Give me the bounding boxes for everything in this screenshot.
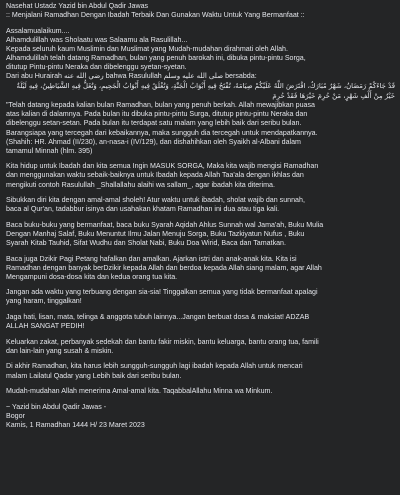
paragraph-line: dan lain-lain yang susah & miskin.: [6, 346, 114, 355]
hadith-translation-line: Barangsiapa yang tercegah dari kebaikannya, maka sungguh dia tercegah untuk mendapatkannya.: [6, 128, 318, 137]
sholawat: Alhamdulillah was Sholaatu was Salaamu ala Rasulillah...: [6, 35, 188, 44]
signature: ~ Yazid bin Abdul Qadir Jawas -: [6, 402, 107, 411]
paragraph-line: Jangan ada waktu yang terbuang dengan sia-sia! Tinggalkan semua yang tidak bermanfaat apalagi: [6, 288, 318, 297]
hadith-arabic: قَدْ جَاءَكُمْ رَمَضَانُ، شَهْرٌ مُبَارَكٌ، افْتَرَضَ اللَّهُ عَلَيْكُمْ صِيَامَهُ، تُفْتَحُ فِيهِ أَبْوَابُ الْجَنَّةِ، وَتُغْلَقُ فِيهِ أَبْوَابُ الْجَحِيمِ، وَتُغَلُّ فِيهِ الشَّيَاطِينُ، فِيهِ لَيْلَةٌ خَيْرٌ مِنْ أَلْفِ شَهْرٍ، مَنْ حُرِمَ خَيْرَهَا فَقَدْ حُرِمَ: [16, 82, 395, 101]
paragraph-line: Jaga hati, lisan, mata, telinga & anggota tubuh lainnya...Jangan berbuat dosa & maksiat! ADZAB: [6, 313, 310, 322]
post-date: Kamis, 1 Ramadhan 1444 H/ 23 Maret 2023: [6, 420, 145, 429]
paragraph-line: ALLAH SANGAT PEDIH!: [6, 322, 85, 331]
paragraph-line: Baca buku-buku yang bermanfaat, baca buku Syarah Aqidah Ahlus Sunnah wal Jama'ah, Buku Mulia: [6, 220, 324, 229]
paragraph-line: Kita hidup untuk Ibadah dan kita semua Ingin MASUK SORGA, Maka kita wajib mengisi Ramadhan: [6, 162, 319, 171]
hadith-translation-line: "Telah datang kepada kalian bulan Ramadhan, bulan yang penuh berkah. Allah mewajibkan puasa: [6, 101, 315, 110]
paragraph-line: Ramadhan dengan banyak berDzikir kepada Allah dan berdoa kepada Allah siang malam, agar Allah: [6, 263, 322, 272]
intro-line: Kepada seluruh kaum Muslimin dan Muslimat yang Mudah-mudahan dirahmati oleh Allah.: [6, 44, 288, 53]
paragraph-line: malam Lailatul Qadar yang Lebih baik dari seribu bulan.: [6, 371, 182, 380]
hadith-translation-line: atas kalian di dalamnya. Pada bulan itu dibuka pintu-pintu Surga, ditutup pintu-pintu Neraka dan: [6, 110, 308, 119]
intro-line: Alhamdulillah telah datang Ramadhan, bulan yang penuh barokah ini, dibuka pintu-pintu Sorga,: [6, 53, 306, 62]
greeting: Assalamualaikum....: [6, 26, 70, 35]
paragraph-line: baca al Qur'an, tadabbur isinya dan usahakan khatam Ramadhan ini dua atau tiga kali.: [6, 205, 280, 214]
paragraph-line: Baca juga Dzikir Pagi Petang hafalkan dan amalkan. Ajarkan istri dan anak-anak kita. Kita isi: [6, 254, 297, 263]
paragraph-line: dan menggunakan waktu sebaik-baiknya untuk Ibadah kepada Allah Taa'ala dengan ikhlas dan: [6, 171, 304, 180]
post-header: Nasehat Ustadz Yazid bin Abdul Qadir Jawas: [6, 2, 149, 10]
paragraph-line: Dengan Manhaj Salaf, Buku Menuntut Ilmu Jalan Menuju Sorga, Buku Tazkiyatun Nufus , Buku: [6, 229, 305, 238]
paragraph-line: Di akhir Ramadhan, kita harus lebih sungguh-sungguh lagi ibadah kepada Allah untuk mencari: [6, 362, 303, 371]
intro-line: ditutup Pintu-pintu Neraka dan dibelenggu syetan-syetan.: [6, 63, 187, 72]
closing-prayer: Mudah-mudahan Allah menerima Amal-amal kita. TaqabbalAllahu Minna wa Minkum.: [6, 387, 273, 396]
hadith-translation-line: (Shahih: HR. Ahmad (II/230), an-nasa-i (IV/129), dan dishahihkan oleh Syaikh al-Albani dalam: [6, 137, 301, 146]
paragraph-line: Keluarkan zakat, perbanyak sedekah dan bantu fakir miskin, bantu keluarga, bantu orang tua, famili: [6, 337, 319, 346]
paragraph-line: yang haram, tinggalkan!: [6, 297, 82, 306]
paragraph-line: mengikuti contoh Rasulullah _Shallallahu alaihi wa sallam_, agar ibadah kita diterima.: [6, 180, 275, 189]
hadith-translation-line: tamamul Minnah (hlm. 395): [6, 146, 93, 155]
paragraph-line: Sibukkan diri kita dengan amal-amal sholeh! Atur waktu untuk ibadah, sholat wajib dan sunnah,: [6, 196, 305, 205]
hadith-translation-line: dibelenggu setan-setan. Pada bulan itu terdapat satu malam yang lebih baik dari seribu bulan.: [6, 119, 302, 128]
location: Bogor: [6, 411, 25, 420]
paragraph-line: Syarah Kitab Tauhid, Sifat Wudhu dan Sholat Nabi, Buku Doa Wirid, Baca dan Tamatkan.: [6, 238, 286, 247]
post-title: :: Menjalani Ramadhan Dengan Ibadah Terbaik Dan Gunakan Waktu Untuk Yang Bermanfaat ::: [6, 11, 305, 20]
intro-line: Dari abu Hurairah رضي الله عنه bahwa Rasulullah صلى الله عليه وسلم bersabda:: [6, 72, 257, 81]
paragraph-line: Mengampuni dosa-dosa kita dan kedua orang tua kita.: [6, 272, 178, 281]
